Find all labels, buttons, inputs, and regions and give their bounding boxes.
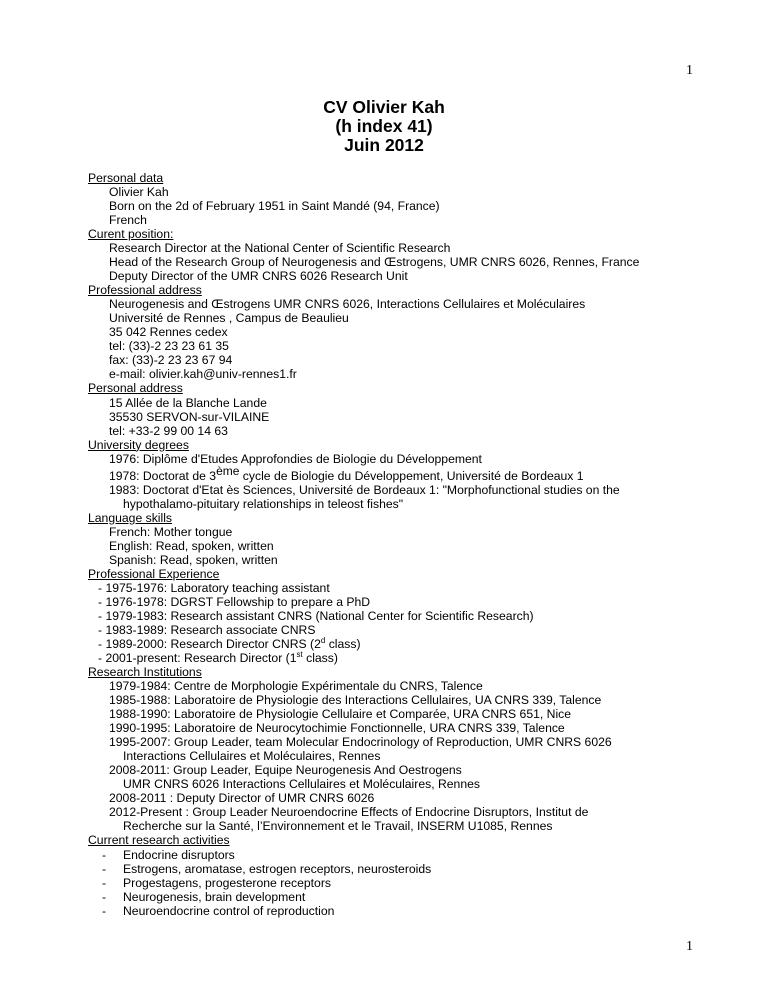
experience-item: - 1975-1976: Laboratory teaching assistant	[98, 580, 330, 595]
phone-line: tel: (33)-2 23 23 61 35	[109, 339, 229, 354]
fax-line: fax: (33)-2 23 23 67 94	[109, 353, 233, 368]
institution-item: 2008-2011: Group Leader, Equipe Neurogenesis And Oestrogens	[109, 763, 462, 778]
degree-item-continued: hypothalamo-pituitary relationships in teleost fishes"	[123, 496, 404, 511]
experience-item: - 1989-2000: Research Director CNRS (2$^d$ class)	[98, 636, 361, 652]
title-date: Juin 2012	[344, 135, 424, 155]
personal-birth: Born on the 2d of February 1951 in Saint Mandé (94, France)	[109, 199, 440, 214]
research-item: - Endocrine disruptors	[102, 847, 235, 862]
address-line: 35530 SERVON-sur-VILAINE	[109, 409, 270, 424]
institution-item: 2012-Present : Group Leader Neuroendocrine Effects of Endocrine Disruptors, Institut de	[109, 805, 589, 820]
experience-item: - 1976-1978: DGRST Fellowship to prepare a PhD	[98, 594, 371, 609]
page-number-bottom: 1	[686, 939, 693, 954]
experience-item: - 1983-1989: Research associate CNRS	[98, 623, 316, 637]
address-line: Neurogenesis and Œstrogens UMR CNRS 6026, Interactions Cellulaires et Moléculaires	[109, 297, 586, 312]
document-title	[0, 98, 768, 155]
address-line: 15 Allée de la Blanche Lande	[109, 395, 267, 410]
section-heading-current-position: Curent position:	[88, 227, 174, 242]
title-h-index: (h index 41)	[335, 116, 433, 136]
cv-content	[88, 171, 688, 918]
research-item: - Neurogenesis, brain development	[102, 889, 306, 904]
section-heading-research-activities: Current research activities	[88, 833, 230, 848]
email-line: e-mail: olivier.kah@univ-rennes1.fr	[109, 367, 297, 382]
language-item: English: Read, spoken, written	[109, 538, 274, 553]
experience-item: - 2001-present: Research Director (1st class)	[98, 650, 338, 666]
section-heading-personal-data: Personal data	[88, 171, 164, 185]
institution-item-continued: Interactions Cellulaires et Moléculaires, Rennes	[123, 749, 381, 764]
page-number-top: 1	[686, 63, 693, 78]
superscript: ème	[216, 463, 240, 478]
institution-item: 1979-1984: Centre de Morphologie Expérimentale du CNRS, Talence	[109, 679, 483, 694]
title-name: CV Olivier Kah	[323, 97, 445, 117]
institution-item: 2008-2011 : Deputy Director of UMR CNRS 6026	[109, 791, 375, 806]
institution-item-continued: Recherche sur la Santé, l’Environnement et le Travail, INSERM U1085, Rennes	[123, 819, 553, 834]
phone-line: tel: +33-2 99 00 14 63	[109, 423, 228, 438]
experience-item: - 1979-1983: Research assistant CNRS (National Center for Scientific Research)	[98, 608, 534, 623]
research-item: - Neuroendocrine control of reproduction	[102, 903, 335, 918]
research-item: - Estrogens, aromatase, estrogen receptors, neurosteroids	[102, 861, 432, 876]
section-heading-professional-address: Professional address	[88, 283, 202, 298]
degree-item: 1983: Doctorat d'Etat ès Sciences, Université de Bordeaux 1: "Morphofunctional studies on the	[109, 482, 620, 497]
degree-item: 1978: Doctorat de 3ème cycle de Biologie du Développement, Université de Bordeaux 1	[109, 463, 584, 483]
research-item: - Progestagens, progesterone receptors	[102, 875, 331, 890]
language-item: Spanish: Read, spoken, written	[109, 552, 278, 567]
institution-item-continued: UMR CNRS 6026 Interactions Cellulaires et Moléculaires, Rennes	[123, 777, 480, 792]
section-heading-language-skills: Language skills	[88, 510, 173, 525]
section-heading-university-degrees: University degrees	[88, 437, 189, 452]
degree-item: 1976: Diplôme d'Etudes Approfondies de Biologie du Développement	[109, 451, 482, 466]
institution-item: 1988-1990: Laboratoire de Physiologie Cellulaire et Comparée, URA CNRS 651, Nice	[109, 707, 572, 722]
section-heading-research-institutions: Research Institutions	[88, 665, 202, 680]
position-line: Deputy Director of the UMR CNRS 6026 Research Unit	[109, 269, 408, 284]
language-item: French: Mother tongue	[109, 524, 233, 539]
position-line: Head of the Research Group of Neurogenesis and Œstrogens, UMR CNRS 6026, Rennes, France	[109, 255, 640, 270]
superscript: d	[320, 636, 326, 646]
institution-item: 1995-2007: Group Leader, team Molecular Endocrinology of Reproduction, UMR CNRS 6026	[109, 735, 612, 750]
personal-name: Olivier Kah	[109, 185, 169, 200]
personal-nationality: French	[109, 213, 147, 228]
section-heading-professional-experience: Professional Experience	[88, 566, 220, 581]
institution-item: 1985-1988: Laboratoire de Physiologie des Interactions Cellulaires, UA CNRS 339, Talence	[109, 693, 602, 708]
section-heading-personal-address: Personal address	[88, 381, 183, 396]
position-line: Research Director at the National Center of Scientific Research	[109, 241, 451, 256]
address-line: 35 042 Rennes cedex	[109, 325, 228, 340]
institution-item: 1990-1995: Laboratoire de Neurocytochimie Fonctionnelle, URA CNRS 339, Talence	[109, 721, 565, 736]
address-line: Université de Rennes , Campus de Beaulieu	[109, 311, 349, 326]
superscript: st	[296, 650, 303, 660]
